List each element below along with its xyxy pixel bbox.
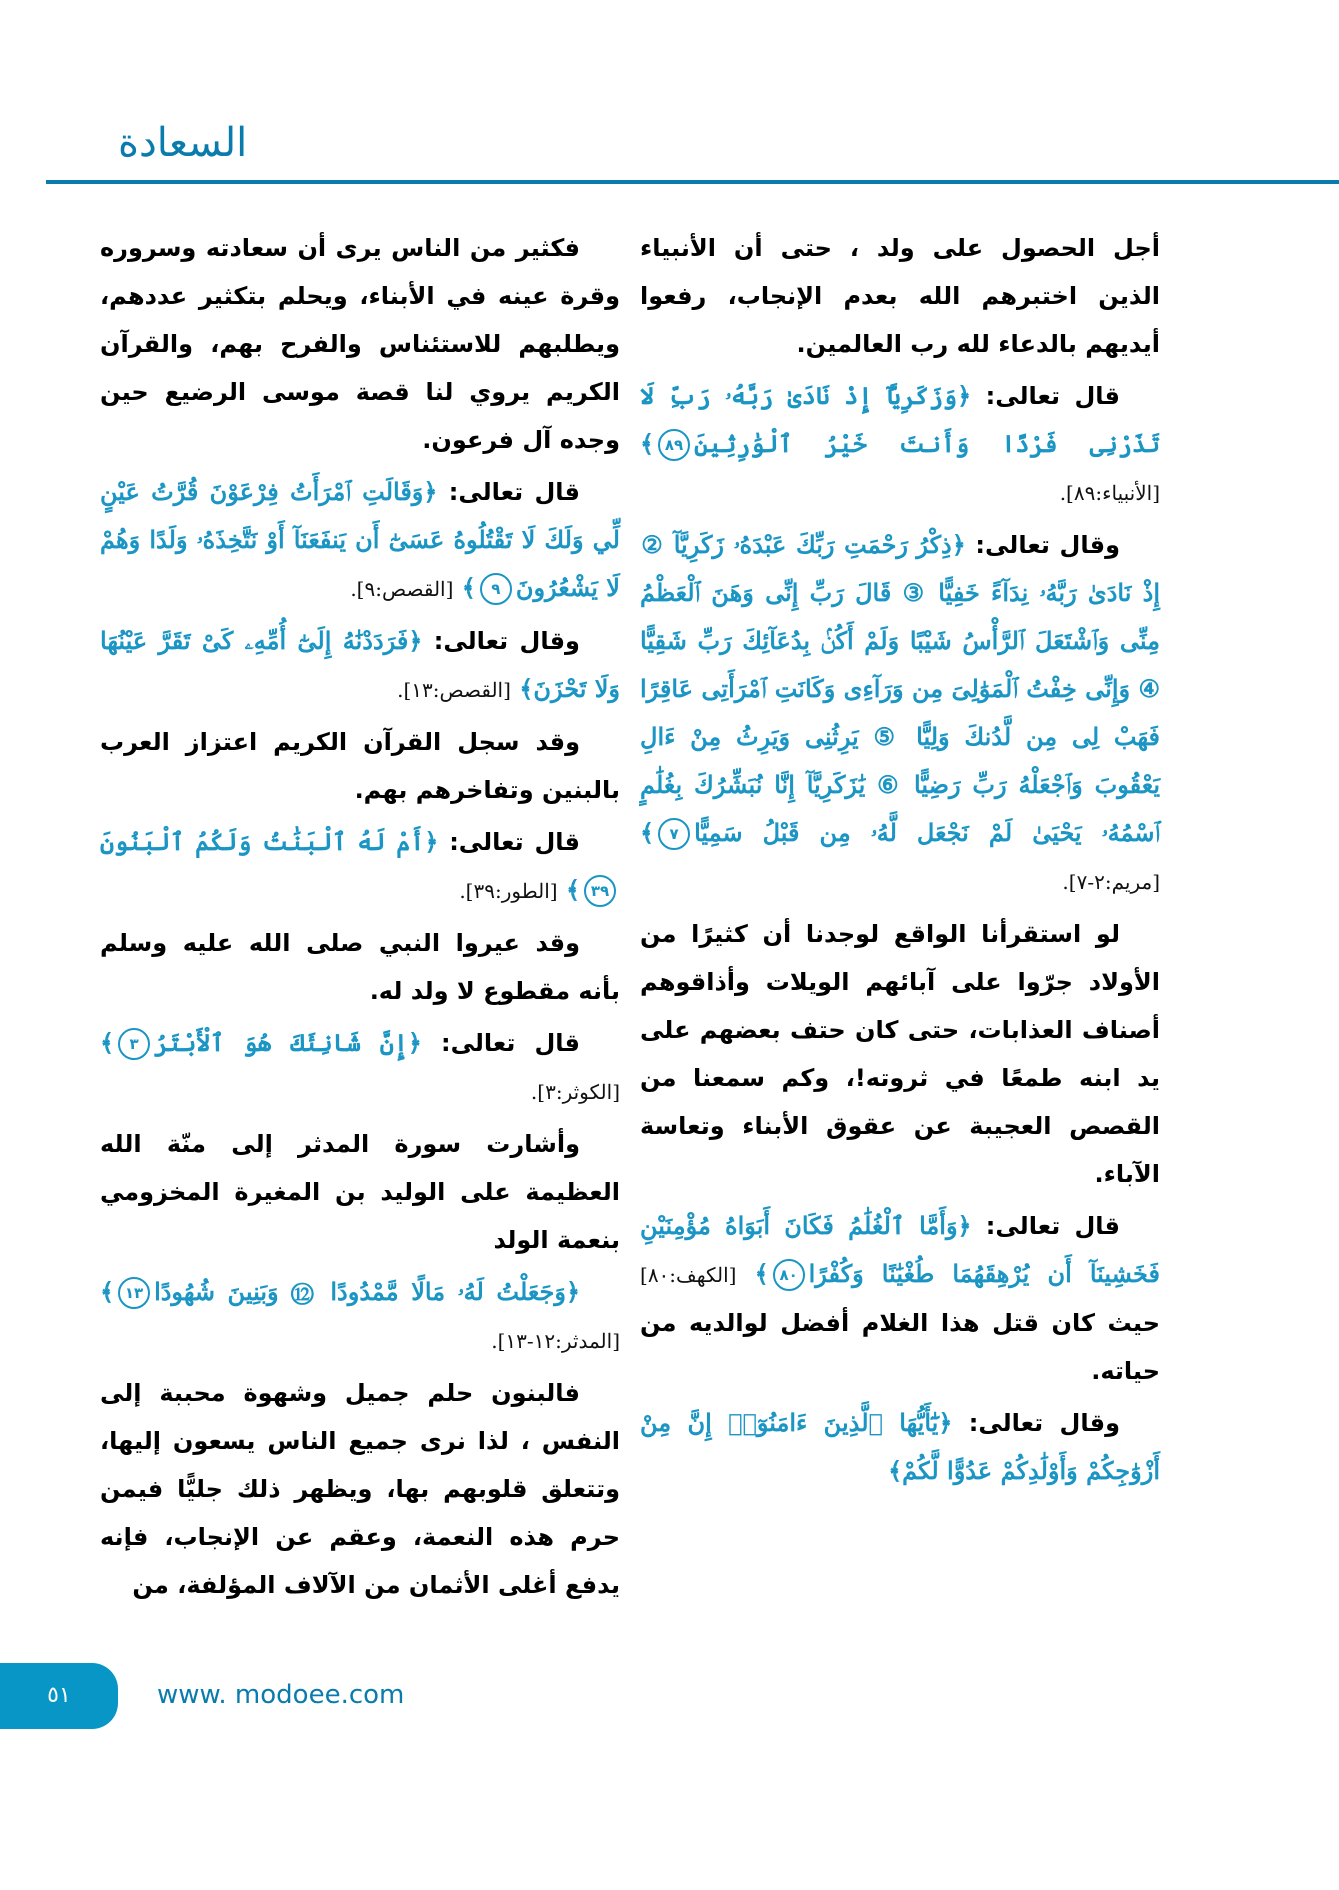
quote-intro: وقال تعالى: — [975, 531, 1120, 559]
verse-reference: [الكوثر:٣]. — [530, 1080, 620, 1104]
header-divider — [46, 180, 1339, 184]
quran-quote — [100, 818, 620, 915]
verse-reference: [المدثر:١٢-١٣]. — [491, 1329, 620, 1353]
quran-quote — [640, 521, 1160, 906]
right-column — [100, 224, 620, 1613]
verse-reference: [الأنبياء:٨٩]. — [1059, 481, 1160, 505]
page-header — [0, 0, 1339, 200]
body-paragraph: لو استقرأنا الواقع لوجدنا أن كثيرًا من الأولاد جرّوا على آبائهم الويلات وأذاقوهم أصناف العذابات، حتى كان حتف بعضهم على يد ابنه طمعًا في ثروته!، وكم سمعنا من القصص العجيبة عن عقوق الأبناء وتعاسة الآباء. — [640, 920, 1160, 1188]
ornate-bracket-close-icon: ﴾ — [100, 1029, 115, 1057]
body-paragraph: وقد سجل القرآن الكريم اعتزاز العرب بالبنين وتفاخرهم بهم. — [100, 728, 620, 804]
quote-intro: قال تعالى: — [440, 1029, 580, 1057]
page-number-badge: ٥١ — [0, 1663, 118, 1729]
quran-verse: إِنَّ شَانِئَكَ هُوَ ٱلْأَبْتَرُ — [154, 1028, 408, 1057]
ornate-bracket-open-icon: ﴿ — [423, 478, 438, 506]
ornate-bracket-close-icon: ﴾ — [565, 876, 580, 904]
ornate-bracket-close-icon: ﴾ — [754, 1260, 769, 1288]
ornate-bracket-open-icon: ﴿ — [957, 382, 972, 410]
ayah-number-marker: ٣٩ — [584, 875, 616, 907]
verse-reference: [الكهف:٨٠] — [640, 1263, 737, 1287]
ornate-bracket-close-icon: ﴾ — [461, 574, 476, 602]
quote-intro: قال تعالى: — [449, 828, 580, 856]
quran-verse: وَقَالَتِ ٱمْرَأَتُ فِرْعَوْنَ قُرَّتُ عَيْنٍ لِّي وَلَكَ لَا تَقْتُلُوهُ عَسَىٰٓ أَن يَنفَعَنَآ أَوْ نَتَّخِذَهُۥ وَلَدًا وَهُمْ لَا يَشْعُرُونَ — [100, 477, 620, 602]
body-paragraph: وأشارت سورة المدثر إلى منّة الله العظيمة على الوليد بن المغيرة المخزومي بنعمة الولد — [100, 1130, 620, 1254]
body-paragraph: أجل الحصول على ولد ، حتى أن الأنبياء الذين اختبرهم الله بعدم الإنجاب، رفعوا أيديهم بالدعاء لله رب العالمين. — [640, 234, 1160, 358]
quran-quote — [100, 1268, 620, 1365]
ornate-bracket-open-icon: ﴿ — [565, 1278, 580, 1306]
ornate-bracket-close-icon: ﴾ — [640, 819, 655, 847]
verse-reference: [الطور:٣٩]. — [459, 879, 558, 903]
quran-quote — [640, 1399, 1160, 1495]
ayah-number-marker: ٨٠ — [773, 1259, 805, 1291]
website-link[interactable]: www. modoee.com — [157, 1680, 405, 1710]
ornate-bracket-open-icon: ﴿ — [407, 1029, 422, 1057]
quran-quote — [100, 1019, 620, 1116]
quote-intro: وقال تعالى: — [433, 627, 580, 655]
ayah-number-marker: ٣ — [118, 1028, 150, 1060]
quran-verse: أَمْ لَهُ ٱلْبَنَٰتُ وَلَكُمُ ٱلْبَنُونَ — [100, 827, 425, 856]
quote-intro: قال تعالى: — [448, 478, 581, 506]
ornate-bracket-open-icon: ﴿ — [938, 1409, 953, 1437]
ayah-number-marker: ٨٩ — [658, 429, 690, 461]
body-text: حيث كان قتل هذا الغلام أفضل لوالديه من حياته. — [640, 1309, 1160, 1385]
page-footer — [0, 1643, 1339, 1753]
quran-verse: وَجَعَلْتُ لَهُۥ مَالًا مَّمْدُودًا ⑫ وَبَنِينَ شُهُودًا — [154, 1277, 566, 1306]
quote-intro: قال تعالى: — [985, 1212, 1120, 1240]
ornate-bracket-close-icon: ﴾ — [100, 1278, 115, 1306]
ayah-number-marker: ١٣ — [118, 1277, 150, 1309]
quran-quote — [640, 1202, 1160, 1395]
verse-reference: [القصص:١٣]. — [397, 678, 511, 702]
quran-quote — [640, 372, 1160, 517]
quran-quote — [100, 617, 620, 714]
ornate-bracket-close-icon: ﴾ — [888, 1457, 903, 1485]
verse-reference: [مريم:٢-٧]. — [1062, 870, 1160, 894]
verse-reference: [القصص:٩]. — [350, 577, 454, 601]
quran-verse: فَرَدَدْنَٰهُ إِلَىٰٓ أُمِّهِۦ كَىْ تَقَرَّ عَيْنُهَا وَلَا تَحْزَنَ — [100, 626, 620, 703]
ornate-bracket-open-icon: ﴿ — [424, 828, 439, 856]
ornate-bracket-open-icon: ﴿ — [957, 1212, 972, 1240]
quran-verse: وَأَمَّا ٱلْغُلَٰمُ فَكَانَ أَبَوَاهُ مُؤْمِنَيْنِ فَخَشِينَآ أَن يُرْهِقَهُمَا طُغْيَٰنًا وَكُفْرًا — [640, 1211, 1161, 1288]
ornate-bracket-close-icon: ﴾ — [640, 430, 655, 458]
quran-verse: وَزَكَرِيَّآ إِذْ نَادَىٰ رَبَّهُۥ رَبِّ لَا تَذَرْنِى فَرْدًا وَأَنتَ خَيْرُ ٱلْوَٰرِثِينَ — [640, 381, 1160, 458]
body-paragraph: فكثير من الناس يرى أن سعادته وسروره وقرة عينه في الأبناء، ويحلم بتكثير عددهم، ويطلبهم للاستئناس والفرح بهم، والقرآن الكريم يروي لنا قصة موسى الرضيع حين وجده آل فرعون. — [100, 234, 620, 454]
ornate-bracket-open-icon: ﴿ — [951, 531, 966, 559]
quran-verse: يَٰٓأَيُّهَا ٱلَّذِينَ ءَامَنُوٓا۟ إِنَّ مِنْ أَزْوَٰجِكُمْ وَأَوْلَٰدِكُمْ عَدُوًّا لَّكُمْ — [640, 1408, 1160, 1485]
ornate-bracket-open-icon: ﴿ — [408, 627, 423, 655]
ayah-number-marker: ٧ — [658, 818, 690, 850]
chapter-title: السعادة — [118, 120, 248, 166]
two-column-body — [0, 200, 1339, 1613]
quote-intro: قال تعالى: — [985, 382, 1121, 410]
ayah-number-marker: ٩ — [480, 573, 512, 605]
quote-intro: وقال تعالى: — [968, 1409, 1120, 1437]
body-paragraph: فالبنون حلم جميل وشهوة محببة إلى النفس ، لذا نرى جميع الناس يسعون إليها، وتتعلق قلوبهم بها، ويظهر ذلك جليًّا فيمن حرم هذه النعمة، وعقم عن الإنجاب، فإنه يدفع أغلى الأثمان من الآلاف المؤلفة، من — [100, 1379, 620, 1599]
left-column — [640, 224, 1160, 1499]
body-paragraph: وقد عيروا النبي صلى الله عليه وسلم بأنه مقطوع لا ولد له. — [100, 929, 620, 1005]
ornate-bracket-close-icon: ﴾ — [519, 675, 534, 703]
quran-quote — [100, 468, 620, 613]
quran-verse: ذِكْرُ رَحْمَتِ رَبِّكَ عَبْدَهُۥ زَكَرِيَّآ ② إِذْ نَادَىٰ رَبَّهُۥ نِدَآءً خَفِيًّا ③ قَالَ رَبِّ إِنِّى وَهَنَ ٱلْعَظْمُ مِنِّى وَٱشْتَعَلَ ٱلرَّأْسُ شَيْبًا وَلَمْ أَكُنۢ بِدُعَآئِكَ رَبِّ شَقِيًّا ④ وَإِنِّى خِفْتُ ٱلْمَوَٰلِىَ مِن وَرَآءِى وَكَانَتِ ٱمْرَأَتِى عَاقِرًا فَهَبْ لِى مِن لَّدُنكَ وَلِيًّا ⑤ يَرِثُنِى وَيَرِثُ مِنْ ءَالِ يَعْقُوبَ وَٱجْعَلْهُ رَبِّ رَضِيًّا ⑥ يَٰزَكَرِيَّآ إِنَّا نُبَشِّرُكَ بِغُلَٰمٍ ٱسْمُهُۥ يَحْيَىٰ لَمْ نَجْعَل لَّهُۥ مِن قَبْلُ سَمِيًّا — [640, 530, 1160, 847]
